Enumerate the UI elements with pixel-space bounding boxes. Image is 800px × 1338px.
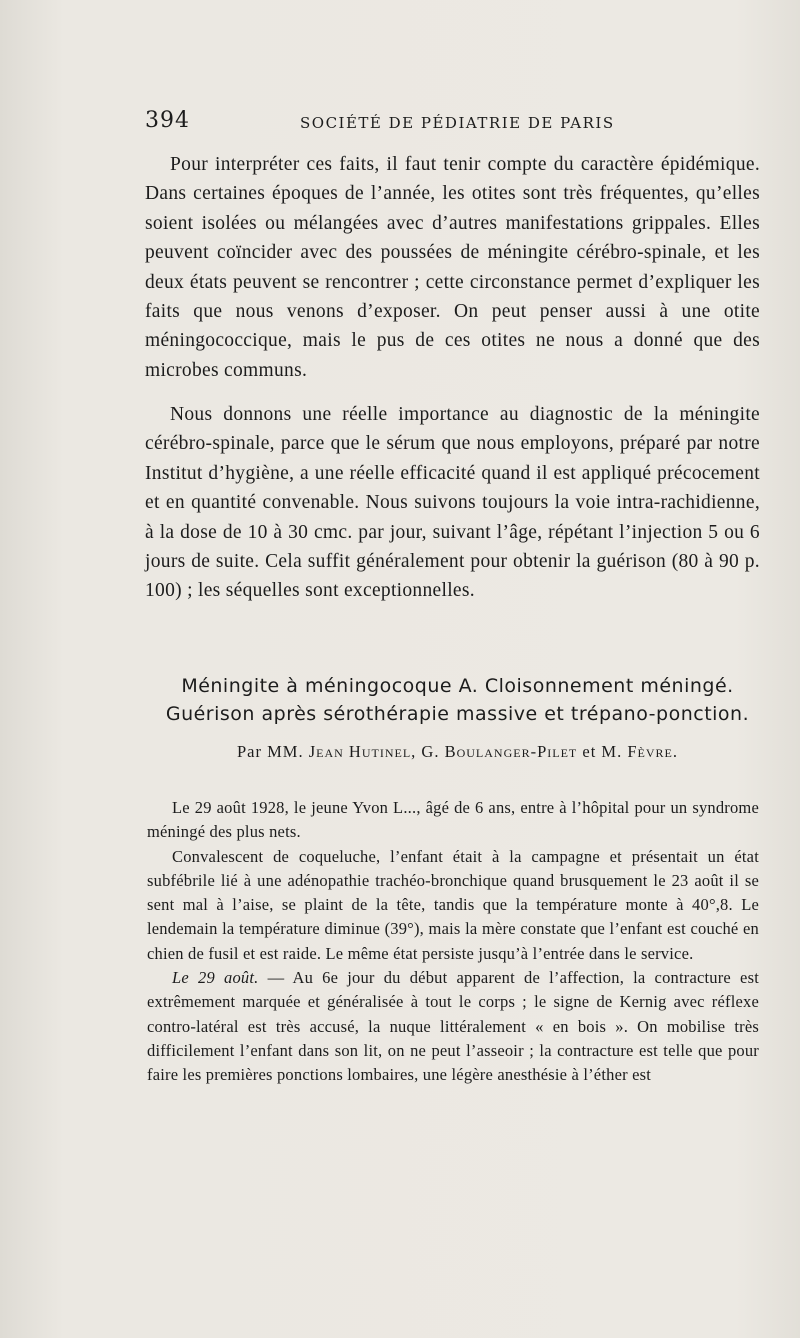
article-title-line-2: Guérison après sérothérapie massive et trépano-ponction. [165,703,750,725]
running-title: SOCIÉTÉ DE PÉDIATRIE DE PARIS [300,114,615,132]
article-title-line-1: Méningite à méningocoque A. Cloisonnement méningé. [181,675,734,697]
author-name: Fèvre [627,742,673,761]
page-header [145,108,760,138]
author-name: G. Boulanger-Pilet [421,742,578,761]
case-report [147,796,759,1088]
discussion-paragraph-1 [145,150,760,385]
paragraph-text: Nous donnons une réelle importance au diagnostic de la méningite cérébro-spinale, parce que le sérum que nous employons, préparé par notre Institut d’hygiène, a une réelle efficacité quand il est appliqué précocement et en quantité convenable. Nous suivons toujours la voie intra-rachidienne, à la dose de 10 à 30 cmc. par jour, suivant l’âge, répétant l’injection 5 ou 6 jours de suite. Cela suffit généralement pour obtenir la guérison (80 à 90 p. 100) ; les séquelles sont exceptionnelles. [145,404,760,602]
paragraph-text: Pour interpréter ces faits, il faut tenir compte du caractère épidémique. Dans certaines époques de l’année, les otites sont très fréquentes, qu’elles soient isolées ou mélangées avec d’autres manifestations grippales. Elles peuvent coïncider avec des poussées de méningite cérébro-spinale, et les deux états peuvent se rencontrer ; cette circonstance permet d’expliquer les faits que nous venons d’exposer. On peut penser aussi à une otite méningococcique, mais le pus de ces otites ne nous a donné que des microbes communs. [145,154,760,381]
case-paragraph-3 [147,966,759,1087]
authors-conjunction: et M. [582,742,623,761]
author-name: Jean Hutinel [308,742,412,761]
page-number: 394 [145,108,190,133]
case-paragraph-1: Le 29 août 1928, le jeune Yvon L..., âgé de 6 ans, entre à l’hôpital pour un syndrome méningé des plus nets. [147,798,759,842]
discussion-paragraph-2 [145,400,760,606]
case-paragraph-3-text: — Au 6e jour du début apparent de l’affection, la contracture est extrêmement marquée et généralisée à tout le corps ; le signe de Kernig avec réflexe contro-latéral est très accusé, la nuque littéralement « en bois ». On mobilise très difficilement l’enfant dans son lit, on ne peut l’asseoir ; la contracture est telle que pour faire les premières ponctions lombaires, une légère anesthésie à l’éther est [147,968,759,1085]
authors-prefix: Par MM. [237,742,304,761]
case-date: Le 29 août. [172,968,259,988]
case-paragraph-2: Convalescent de coqueluche, l’enfant était à la campagne et présentait un état subfébrile lié à une adénopathie trachéo-bronchique quand brusquement le 23 août il se sent mal à l’aise, se plaint de la tête, tandis que la température monte à 40°,8. Le lendemain la température diminue (39°), mais la mère constate que l’enfant est couché en chien de fusil et est raide. Le même état persiste jusqu’à l’entrée dans le service. [147,846,759,963]
article-authors: Par MM. Jean Hutinel, G. Boulanger-Pilet et M. Fèvre. [237,742,678,761]
